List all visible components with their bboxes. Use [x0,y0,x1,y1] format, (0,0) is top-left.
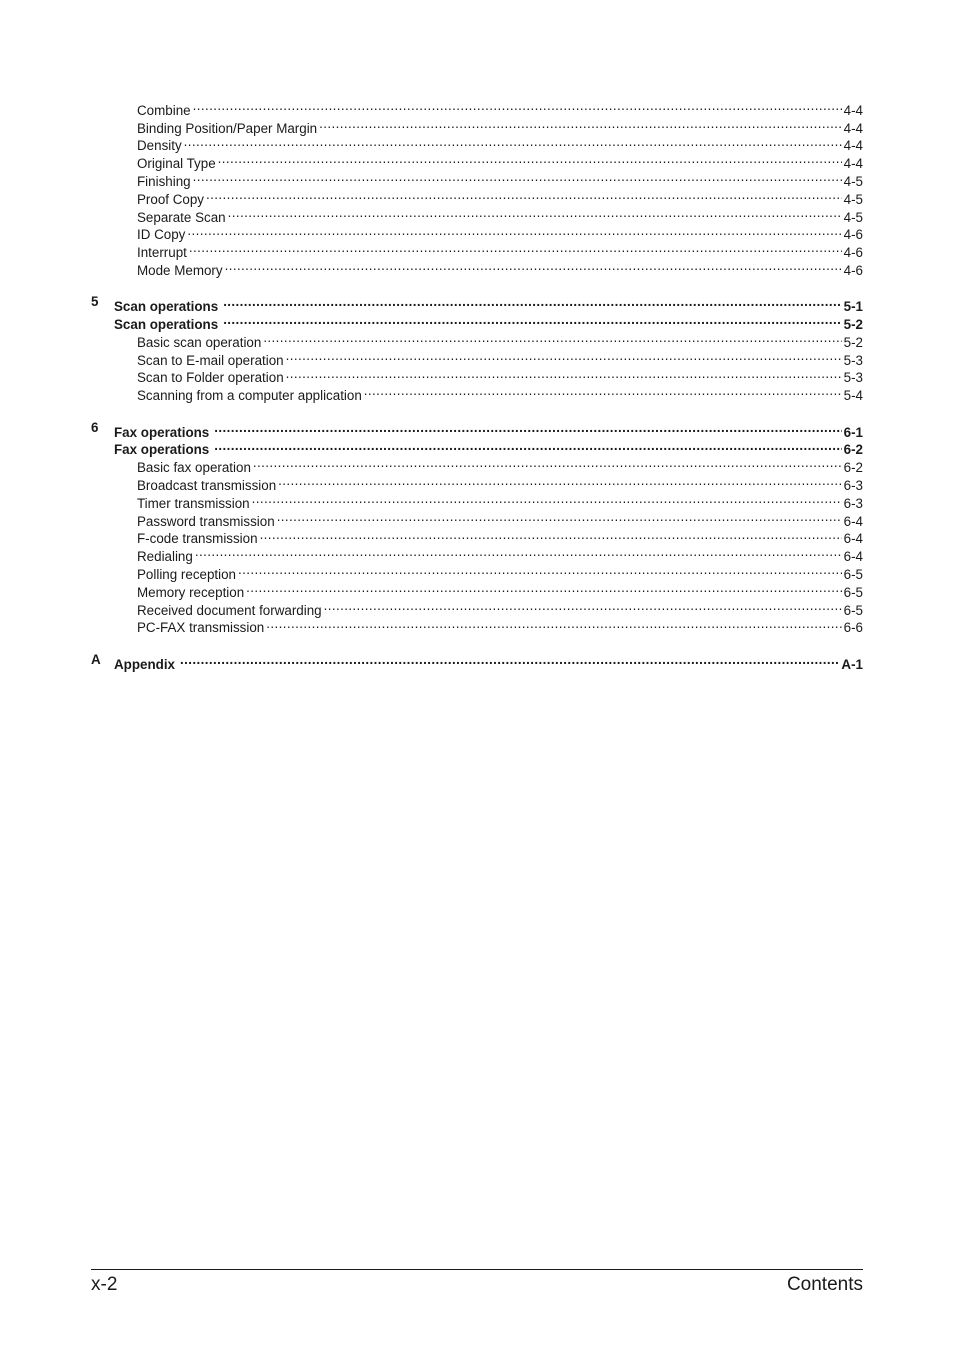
dot-leader [286,365,842,383]
dot-leader [324,597,842,615]
toc-entry[interactable] [0,508,954,529]
toc-entry[interactable] [0,257,954,278]
toc-entry-page: 6-5 [843,584,863,600]
toc-entry-title: ID Copy [137,227,186,243]
toc-entry-title: Mode Memory [137,262,223,278]
toc-entry-title: Basic scan operation [137,334,262,350]
toc-entry-title: Proof Copy [137,191,204,207]
section-title: Fax operations [114,442,210,458]
toc-entry-page: 4-4 [843,120,863,136]
toc-entry-page: 6-4 [843,531,863,547]
dot-leader [206,186,842,204]
toc-entry-page: 6-4 [843,513,863,529]
dot-leader [278,472,841,490]
toc-entry-page: 4-5 [843,173,863,189]
toc-entry-page: 4-5 [843,191,863,207]
chapter-page: A-1 [841,656,863,672]
section-title: Scan operations [114,317,219,333]
section-page: 6-2 [843,442,863,458]
dot-leader [184,133,842,151]
toc-entry-title: Binding Position/Paper Margin [137,120,318,136]
toc-chapter-6[interactable] [0,419,954,440]
dot-leader [187,222,841,240]
toc-chapter-appendix[interactable] [0,651,954,672]
toc-entry[interactable] [0,382,954,404]
toc-entry-page: 4-4 [843,138,863,154]
toc-entry-page: 4-5 [843,209,863,225]
toc-entry[interactable] [0,454,954,476]
table-of-contents [0,97,954,672]
toc-entry[interactable] [0,579,954,600]
dot-leader [223,293,841,311]
toc-chapter-5[interactable] [0,293,954,315]
toc-entry-title: Finishing [137,173,191,189]
toc-entry-page: 4-6 [843,262,863,278]
toc-entry-page: 4-4 [843,102,863,118]
section-page: 5-2 [843,317,863,333]
dot-leader [263,329,841,347]
dot-leader [214,419,841,437]
toc-entry-title: Memory reception [137,584,245,600]
dot-leader [238,561,842,579]
footer-section-name: Contents [786,1274,863,1295]
dot-leader [214,437,841,455]
dot-leader [223,311,841,329]
toc-entry-page: 4-6 [843,227,863,243]
toc-entry[interactable] [0,490,954,511]
footer-page-number: x-2 [91,1274,118,1295]
chapter-number: 5 [91,294,99,310]
toc-entry-page: 6-3 [843,477,863,493]
dot-leader [246,579,841,597]
toc-entry-title: Received document forwarding [137,602,322,618]
toc-entry-page: 4-6 [843,245,863,261]
toc-entry-title: Scanning from a computer application [137,388,362,404]
dot-leader [218,150,842,168]
chapter-title: Fax operations [114,424,210,440]
toc-entry[interactable] [0,168,954,189]
dot-leader [195,543,842,561]
toc-entry-page: 6-3 [843,495,863,511]
toc-entry[interactable] [0,597,954,618]
toc-entry-title: Original Type [137,156,216,172]
dot-leader [277,508,842,526]
toc-entry-page: 6-2 [843,460,863,476]
toc-entry-page: 5-2 [843,334,863,350]
toc-entry-title: Password transmission [137,513,275,529]
dot-leader [266,615,841,633]
chapter-title: Appendix [114,656,176,672]
toc-entry-title: Scan to Folder operation [137,370,284,386]
chapter-page: 6-1 [843,424,863,440]
toc-section[interactable] [0,311,954,333]
dot-leader [180,651,839,669]
dot-leader [228,204,842,222]
chapter-page: 5-1 [843,299,863,315]
toc-entry-page: 6-6 [843,620,863,636]
dot-leader [252,490,842,508]
toc-entry-page: 6-4 [843,549,863,565]
toc-entry-page: 6-5 [843,602,863,618]
toc-entry-page: 5-3 [843,370,863,386]
toc-entry[interactable] [0,365,954,386]
toc-entry-title: PC-FAX transmission [137,620,265,636]
toc-entry-title: Timer transmission [137,495,250,511]
toc-entry-title: Polling reception [137,566,237,582]
toc-entry-title: Scan to E-mail operation [137,352,284,368]
toc-entry-title: Interrupt [137,245,187,261]
toc-entry-title: Combine [137,102,191,118]
toc-entry[interactable] [0,186,954,207]
toc-entry[interactable] [0,526,954,547]
toc-entry[interactable] [0,472,954,493]
toc-entry[interactable] [0,204,954,225]
toc-entry[interactable] [0,133,954,154]
toc-entry-title: Redialing [137,549,193,565]
toc-entry[interactable] [0,222,954,243]
dot-leader [225,257,842,275]
toc-entry-title: Separate Scan [137,209,226,225]
dot-leader [193,97,842,115]
dot-leader [189,239,842,257]
chapter-title: Scan operations [114,299,219,315]
toc-entry[interactable] [0,150,954,172]
toc-entry[interactable] [0,347,954,368]
toc-entry[interactable] [0,97,954,118]
chapter-number: 6 [91,419,99,435]
toc-entry-page: 6-5 [843,566,863,582]
toc-entry-page: 4-4 [843,156,863,172]
toc-entry-page: 5-4 [843,388,863,404]
toc-entry-title: F-code transmission [137,531,258,547]
footer-divider [91,1269,863,1270]
toc-entry-page: 5-3 [843,352,863,368]
toc-entry[interactable] [0,615,954,636]
toc-entry[interactable] [0,115,954,136]
dot-leader [260,526,842,544]
toc-entry-title: Broadcast transmission [137,477,277,493]
toc-entry[interactable] [0,561,954,582]
toc-entry[interactable] [0,329,954,350]
toc-entry[interactable] [0,543,954,565]
dot-leader [364,382,842,400]
dot-leader [253,454,842,472]
toc-entry-title: Basic fax operation [137,460,251,476]
chapter-number: A [91,651,101,667]
toc-section[interactable] [0,437,954,458]
dot-leader [319,115,842,133]
dot-leader [286,347,842,365]
toc-entry[interactable] [0,239,954,261]
dot-leader [193,168,842,186]
toc-entry-title: Density [137,138,182,154]
